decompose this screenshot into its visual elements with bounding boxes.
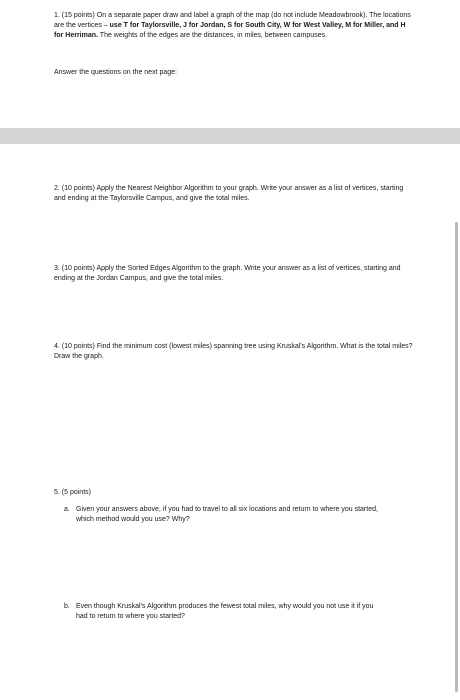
question-5a-text-2: which method would you use? Why? xyxy=(76,516,190,523)
question-3-text: Apply the Sorted Edges Algorithm to the graph. Write your answer as a list of vertices, starting and ending at the Jordan Campus, and give the total miles. xyxy=(54,265,401,282)
question-2-number: 2. xyxy=(54,185,60,192)
question-3-points: (10 points) xyxy=(61,265,95,272)
question-4 xyxy=(54,342,414,362)
question-1-text-a: On a separate paper draw and label a graph of the map (do not include Meadowbrook). xyxy=(96,12,368,19)
question-2-points: (10 points) xyxy=(61,185,95,192)
question-5a-label: a. xyxy=(64,506,70,513)
question-5-points: (5 points) xyxy=(61,489,91,496)
question-5b-text-2: had to return to where you started? xyxy=(76,613,185,620)
question-1-text-c: The weights of the edges are the distances, in miles, between campuses. xyxy=(99,32,328,39)
question-1-number: 1. xyxy=(54,12,60,19)
page-2 xyxy=(0,144,460,700)
question-5b-text-1: Even though Kruskal's Algorithm produces the fewest total miles, why would you not use it if you xyxy=(76,603,374,610)
question-4-points: (10 points) xyxy=(61,343,95,350)
question-5 xyxy=(54,488,414,498)
question-1-points: (15 points) xyxy=(61,12,95,19)
question-5a-text-1: Given your answers above, if you had to travel to all six locations and return to where you started, xyxy=(76,506,378,513)
question-1 xyxy=(54,11,414,41)
question-4-text: Find the minimum cost (lowest miles) spanning tree using Kruskal's Algorithm. What is the total miles? Draw the graph. xyxy=(54,343,413,360)
question-1-text-b: The locations are the vertices – xyxy=(54,12,411,29)
question-5a xyxy=(64,505,414,525)
question-1-vertex-labels: use T for Taylorsville, J for Jordan, S for South City, W for West Valley, M for Miller, and H for Herriman. xyxy=(54,22,406,39)
question-5b-label: b. xyxy=(64,603,70,610)
question-3 xyxy=(54,264,414,284)
question-2 xyxy=(54,184,414,204)
page-separator xyxy=(0,128,460,144)
scrollbar[interactable] xyxy=(455,222,458,692)
question-5-number: 5. xyxy=(54,489,60,496)
page-1 xyxy=(0,0,460,128)
question-3-number: 3. xyxy=(54,265,60,272)
answer-note: Answer the questions on the next page: xyxy=(54,69,177,76)
question-5b xyxy=(64,602,414,622)
question-2-text: Apply the Nearest Neighbor Algorithm to your graph. Write your answer as a list of vertices, starting and ending at the Taylorsville Campus, and give the total miles. xyxy=(54,185,404,202)
question-4-number: 4. xyxy=(54,343,60,350)
